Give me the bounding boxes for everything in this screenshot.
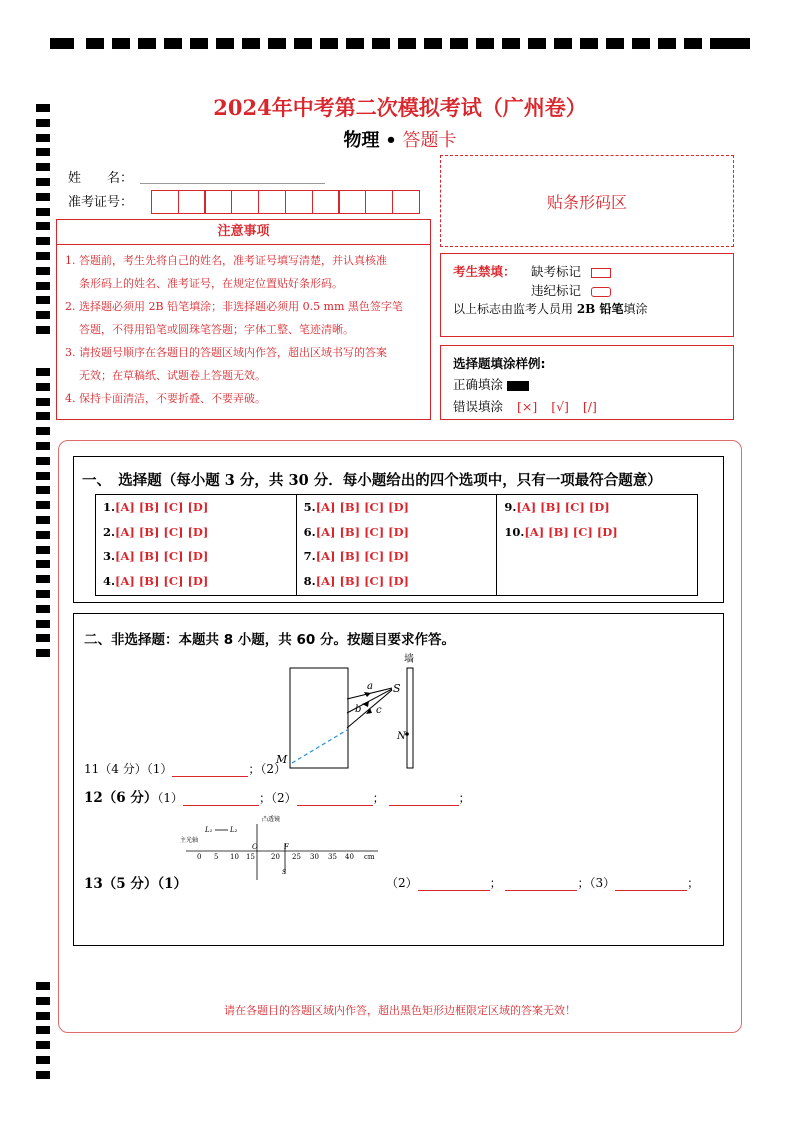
svg-text:cm: cm (364, 853, 375, 861)
choice-q6[interactable]: 6.[A] [B] [C] [D] (303, 524, 409, 539)
question-12: 12（6 分）（1） ；（2） ； ； (84, 790, 471, 806)
lens-diagram (178, 812, 388, 882)
subject-label: 物理 (343, 130, 380, 151)
answer-line[interactable] (172, 776, 248, 777)
label-b: b (355, 704, 362, 715)
forbidden-note: 以上标志由监考人员用 2B 铅笔填涂 (453, 302, 648, 316)
timing-mark (36, 575, 50, 583)
section2-title: 二、非选择题：本题共 8 小题，共 60 分。按题目要求作答。 (84, 632, 455, 648)
timing-mark (36, 516, 50, 524)
id-digit-box[interactable] (338, 190, 366, 214)
timing-mark (36, 311, 50, 319)
answer-line[interactable] (615, 890, 687, 891)
absent-mark-box[interactable] (591, 268, 611, 278)
notice-item: 1. 答题前，考生先将自己的姓名，准考证号填写清楚，并认真核准 条形码上的姓名、准考证号，在规定位置贴好条形码。 (65, 254, 387, 290)
choice-column (297, 495, 498, 595)
id-digit-box[interactable] (204, 190, 232, 214)
label-f: F (284, 843, 289, 851)
answer-line[interactable] (389, 805, 459, 806)
label-m: M (276, 753, 288, 766)
timing-mark (36, 457, 50, 465)
id-digit-box[interactable] (312, 190, 340, 214)
timing-mark (36, 178, 50, 186)
timing-mark (36, 1056, 50, 1064)
id-digit-box[interactable] (365, 190, 393, 214)
fill-sample-box (440, 345, 734, 420)
timing-mark (36, 267, 50, 275)
answer-line[interactable] (183, 805, 259, 806)
timing-mark (36, 237, 50, 245)
timing-mark (36, 296, 50, 304)
arrow-icon (362, 701, 369, 707)
timing-mark (36, 560, 50, 568)
notice-item: 3. 请按题号顺序在各题目的答题区域内作答，超出区域书写的答案 无效；在草稿纸、试题卷上答题无效。 (65, 346, 387, 382)
exam-title: 2024年中考第二次模拟考试（广州卷） (213, 95, 587, 120)
id-digit-box[interactable] (231, 190, 259, 214)
timing-mark (36, 531, 50, 539)
id-digit-box[interactable] (178, 190, 206, 214)
barcode-label: 贴条形码区 (546, 192, 627, 212)
id-label: 准考证号： (68, 195, 134, 210)
lens-label: 凸透镜 (262, 816, 281, 823)
timing-mark (36, 486, 50, 494)
choice-q3[interactable]: 3.[A] [B] [C] [D] (103, 549, 209, 563)
timing-mark (36, 634, 50, 642)
svg-text:15: 15 (246, 853, 255, 861)
question-13: 13（5 分）（1） (84, 876, 188, 892)
barcode-area (440, 155, 734, 247)
timing-mark (36, 472, 50, 480)
forbidden-label: 考生禁填： (453, 264, 516, 279)
choice-q8[interactable]: 8.[A] [B] [C] [D] (303, 573, 409, 588)
label-o: O (252, 843, 258, 851)
timing-mark (36, 222, 50, 230)
timing-marks-top (50, 38, 750, 52)
timing-mark (36, 398, 50, 406)
svg-text:30: 30 (310, 853, 319, 861)
optics-diagram (270, 650, 430, 775)
timing-mark (36, 252, 50, 260)
timing-mark (36, 412, 50, 420)
section1-title: 一、 选择题（每小题 3 分，共 30 分．每小题给出的四个选项中，只有一项最符合题意） (82, 472, 662, 489)
timing-mark (36, 193, 50, 201)
label-l2: L₂ (230, 826, 238, 834)
label-n: N (397, 731, 406, 742)
name-label: 姓 名： (68, 171, 134, 186)
wall-label: 墙 (404, 654, 414, 665)
absent-mark[interactable]: 缺考标记 (531, 262, 611, 280)
choice-column (497, 495, 697, 595)
timing-mark (36, 442, 50, 450)
timing-mark (36, 1071, 50, 1079)
notice-title: 注意事项 (57, 220, 430, 245)
axis-label: 主光轴 (180, 837, 199, 844)
question-13-answers: （2） ； ；（3） ； (386, 876, 700, 890)
dashed-ray (292, 730, 347, 763)
choice-q1[interactable]: 1.[A] [B] [C] [D] (103, 500, 209, 514)
timing-mark (36, 326, 50, 334)
answer-line[interactable] (505, 890, 577, 891)
svg-text:20: 20 (271, 853, 280, 861)
timing-mark (36, 208, 50, 216)
question-11: 11（4 分）（1） ；（2） (84, 762, 286, 776)
label-s: S (393, 682, 401, 695)
svg-text:35: 35 (328, 853, 337, 861)
card-label: 答题卡 (402, 130, 457, 151)
id-digit-box[interactable] (392, 190, 420, 214)
svg-text:5: 5 (214, 853, 219, 861)
choice-q4[interactable]: 4.[A] [B] [C] [D] (103, 573, 209, 588)
timing-mark (36, 427, 50, 435)
id-digit-box[interactable] (258, 190, 286, 214)
sample-wrong: 错误填涂 [×] [√] [/] (453, 399, 597, 414)
label-a: a (367, 681, 373, 692)
choice-q2[interactable]: 2.[A] [B] [C] [D] (103, 524, 209, 539)
id-digit-box[interactable] (285, 190, 313, 214)
name-field[interactable] (140, 183, 325, 184)
card-subtitle (0, 126, 800, 152)
choice-q5[interactable]: 5.[A] [B] [C] [D] (303, 500, 409, 514)
answer-line[interactable] (297, 805, 373, 806)
choice-q10[interactable]: 10.[A] [B] [C] [D] (504, 524, 618, 539)
notice-item: 4. 保持卡面清洁，不要折叠、不要弄破。 (65, 392, 266, 405)
label-s2: S (282, 869, 287, 876)
subtitle-dot: • (385, 130, 397, 151)
timing-mark (36, 1026, 50, 1034)
sample-correct: 正确填涂 (453, 375, 529, 393)
choice-grid (95, 494, 698, 596)
timing-mark (36, 605, 50, 613)
label-l1: L₁ (205, 826, 213, 834)
sample-title: 选择题填涂样例: (453, 356, 546, 371)
svg-text:40: 40 (345, 853, 354, 861)
svg-text:25: 25 (292, 853, 301, 861)
notice-box (56, 219, 431, 420)
timing-mark (36, 620, 50, 628)
id-digit-box[interactable] (151, 190, 179, 214)
timing-mark (36, 368, 50, 376)
notice-item: 2. 选择题必须用 2B 铅笔填涂；非选择题必须用 0.5 mm 黑色签字笔 答题，不得用铅笔或圆珠笔答题；字体工整、笔迹清晰。 (65, 300, 403, 336)
timing-mark (36, 282, 50, 290)
choice-q9[interactable]: 9.[A] [B] [C] [D] (504, 500, 610, 514)
timing-mark (36, 649, 50, 657)
filled-mark (507, 381, 529, 391)
violation-mark[interactable]: 违纪标记 (531, 281, 611, 299)
glass-block (290, 668, 348, 768)
timing-mark (36, 546, 50, 554)
timing-mark (36, 982, 50, 990)
svg-text:10: 10 (230, 853, 239, 861)
id-number-boxes[interactable] (152, 190, 420, 214)
choice-q7[interactable]: 7.[A] [B] [C] [D] (303, 549, 409, 563)
forbidden-box (440, 253, 734, 337)
footnote: 请在各题目的答题区域内作答，超出黑色矩形边框限定区域的答案无效！ (224, 1004, 576, 1017)
timing-mark (36, 383, 50, 391)
timing-mark (36, 1041, 50, 1049)
label-c: c (376, 705, 382, 716)
timing-mark (36, 163, 50, 171)
choice-column (96, 495, 297, 595)
timing-mark (36, 590, 50, 598)
wall (407, 668, 413, 768)
violation-mark-box[interactable] (591, 287, 611, 297)
svg-text:0: 0 (197, 853, 202, 861)
answer-line[interactable] (418, 890, 490, 891)
timing-mark (36, 501, 50, 509)
tick-labels (197, 853, 375, 861)
